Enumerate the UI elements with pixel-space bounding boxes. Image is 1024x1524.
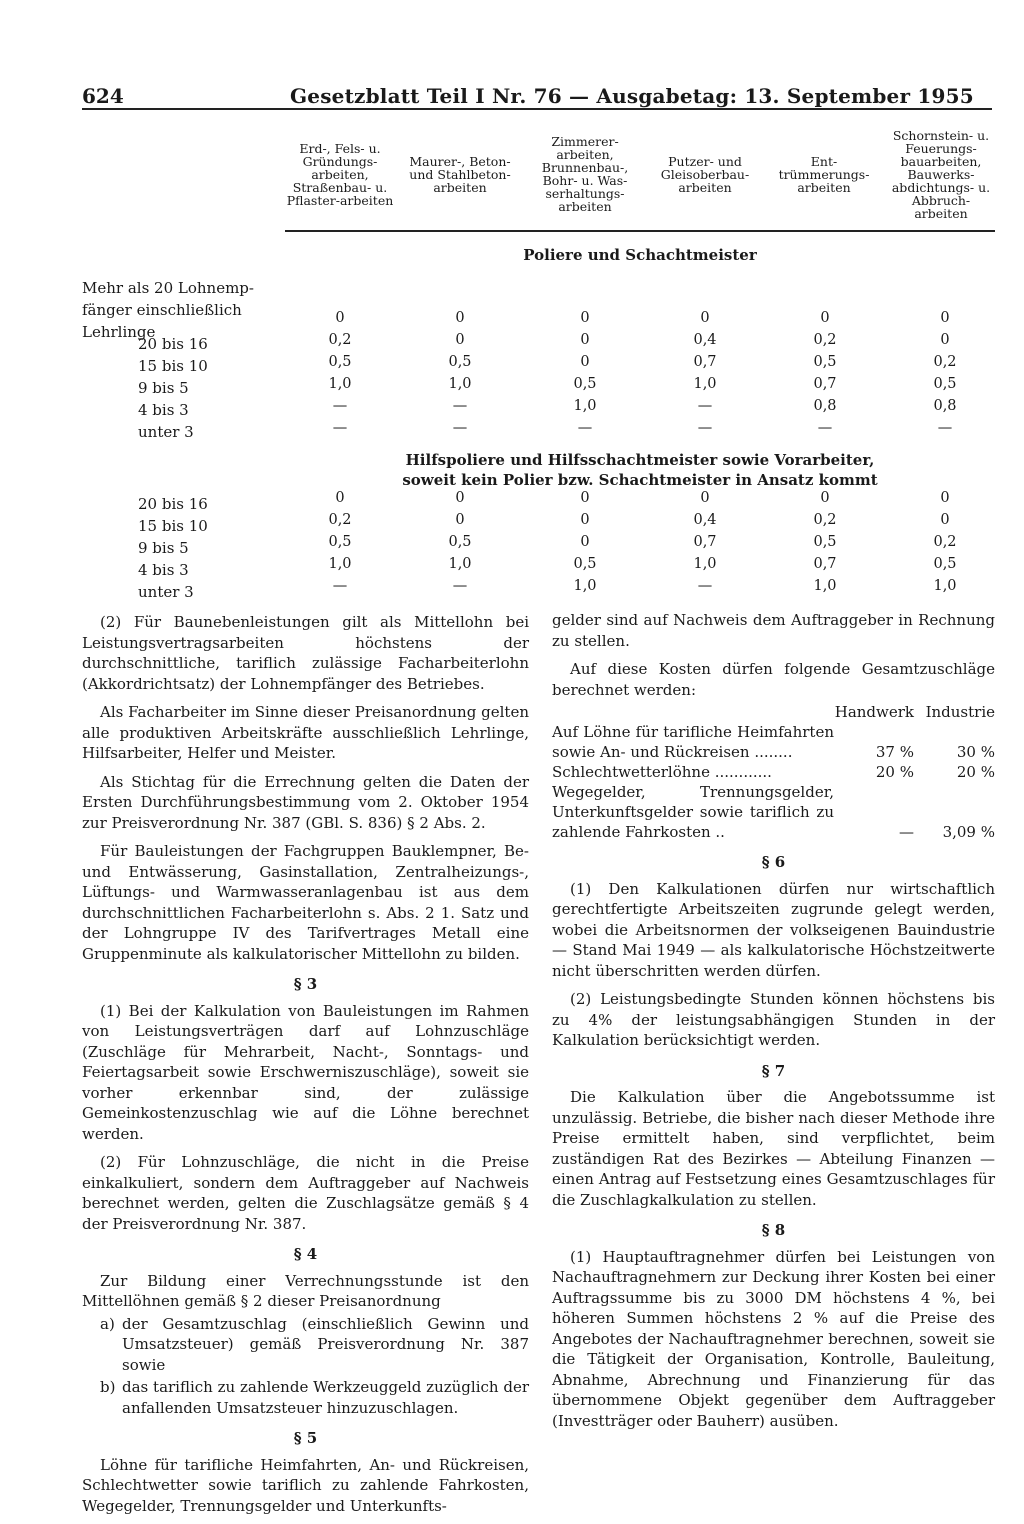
surcharge-industrie: 30 % — [956, 743, 995, 761]
table-cell: 0 — [580, 490, 590, 506]
table-cell: 1,0 — [933, 578, 957, 594]
table-cell: 1,0 — [693, 556, 717, 572]
column-header-earthworks: Erd-, Fels- u. Gründungs-arbeiten, Straßenbau- u. Pflaster-arbeiten — [286, 140, 394, 208]
table-cell: 0 — [335, 310, 345, 326]
gazette-title: Gesetzblatt Teil I Nr. 76 — Ausgabetag: 13. September 1955 — [290, 84, 974, 108]
table-cell: 0 — [820, 310, 830, 326]
surcharge-label: Wegegelder, Trennungsgelder, Unterkunftsgelder sowie tariflich zu zahlende Fahrkosten .. — [552, 783, 834, 841]
list-item — [82, 1377, 529, 1418]
column-header-rubble-clearance: Ent-trümmerungs-arbeiten — [778, 153, 870, 195]
surcharge-row — [552, 782, 995, 842]
table-cell: 0,5 — [448, 534, 472, 550]
table-cell: 0 — [940, 490, 950, 506]
row-label: 15 bis 10 — [138, 357, 208, 375]
column-header-plastering: Putzer- und Gleisoberbau-arbeiten — [660, 153, 750, 195]
table-cell: 0,8 — [933, 398, 957, 414]
surcharge-industrie: 3,09 % — [942, 823, 995, 841]
paragraph: gelder sind auf Nachweis dem Auftraggeber in Rechnung zu stellen. — [552, 611, 995, 650]
row-label: 9 bis 5 — [138, 379, 189, 397]
table-cell: 0 — [700, 490, 710, 506]
table-cell: 0 — [455, 512, 465, 528]
row-label: 20 bis 16 — [138, 495, 208, 513]
table-cell: 0 — [820, 490, 830, 506]
table-cell: 1,0 — [693, 376, 717, 392]
row-label: 15 bis 10 — [138, 517, 208, 535]
surcharge-industrie: 20 % — [956, 763, 995, 781]
table-cell: 1,0 — [328, 376, 352, 392]
surcharge-label: Auf Löhne für tarifliche Heimfahrten sowie An- und Rückreisen ........ — [552, 723, 834, 761]
surcharge-header-row — [552, 702, 995, 722]
paragraph: Löhne für tarifliche Heimfahrten, An- und Rückreisen, Schlechtwetter sowie tariflich zu zahlende Fahrkosten, Wegegelder, Trennungsgelder und Unterkunfts- — [82, 1455, 529, 1515]
surcharge-handwerk: 37 % — [875, 743, 914, 761]
section2-title-line1: Hilfspoliere und Hilfsschachtmeister sowie Vorarbeiter, — [405, 451, 875, 469]
paragraph: (2) Leistungsbedingte Stunden können höchstens bis zu 4% der leistungsabhängigen Stunden in der Kalkulation berücksichtigt werden. — [552, 990, 995, 1049]
table-cell: 0,7 — [813, 556, 837, 572]
surcharge-row — [552, 722, 995, 762]
table-cell: 0,7 — [813, 376, 837, 392]
paragraph: (1) Bei der Kalkulation von Bauleistungen im Rahmen von Leistungsverträgen darf auf Lohnzuschläge (Zuschläge für Mehrarbeit, Nacht-, Sonntags- und Feiertagsarbeit sowie Erschwerniszuschläge), soweit sie vorher erkennbar sind, der zulässige Gemeinkostenzuschlag wie auf die Löhne berechnet werden. — [82, 1001, 529, 1143]
row-label: 20 bis 16 — [138, 335, 208, 353]
surcharge-handwerk: 20 % — [875, 763, 914, 781]
table-cell: 0 — [940, 512, 950, 528]
table-header-rule — [285, 230, 995, 232]
table-cell: 0,2 — [813, 512, 837, 528]
paragraph: Als Stichtag für die Errechnung gelten die Daten der Ersten Durchführungsbestimmung vom 2. Oktober 1954 zur Preisverordnung Nr. 387 (GBl. S. 836) § 2 Abs. 2. — [82, 772, 529, 832]
table-cell: 1,0 — [328, 556, 352, 572]
table-cell: 0,7 — [693, 354, 717, 370]
paragraph: Für Bauleistungen der Fachgruppen Bauklempner, Be-und Entwässerung, Gasinstallation, Zentralheizungs-, Lüftungs- und Warmwasseranlagenbau ist aus dem durchschnittlichen Facharbeiterlohn s. Abs. 2 1. Satz und der Lohngruppe IV des Tarifvertrages Metall eine Gruppenminute als kalkulatorischer Mittellohn zu bilden. — [82, 842, 529, 963]
table-cell: 1,0 — [573, 398, 597, 414]
table-cell: 0 — [700, 310, 710, 326]
table-cell: 0,2 — [328, 512, 352, 528]
table-cell: 0,4 — [693, 332, 717, 348]
page-number: 624 — [82, 84, 124, 108]
page-header — [82, 84, 992, 110]
table-cell: 0,5 — [813, 354, 837, 370]
row-label: unter 3 — [138, 583, 194, 601]
table-cell: 0,5 — [328, 354, 352, 370]
table-cell: 0,2 — [328, 332, 352, 348]
table-cell: 0,4 — [693, 512, 717, 528]
table-cell: 0 — [455, 490, 465, 506]
section-heading: § 7 — [761, 1061, 786, 1080]
surcharge-handwerk: — — [899, 823, 914, 841]
paragraph: Die Kalkulation über die Angebotssumme ist unzulässig. Betriebe, die bisher nach dieser Methode ihre Preise ermittelt haben, sind verpflichtet, beim zuständigen Rat des Bezirkes — Abteilung Finanzen — einen Antrag auf Festsetzung eines Gesamtzuschlages für die Zuschlagkalkulation zu stellen. — [552, 1088, 995, 1209]
table-cell: — — [332, 420, 348, 436]
paragraph: Auf diese Kosten dürfen folgende Gesamtzuschläge berechnet werden: — [552, 660, 995, 699]
row-label: 9 bis 5 — [138, 539, 189, 557]
table-cell: — — [452, 398, 468, 414]
section-heading: § 8 — [761, 1221, 786, 1239]
section-heading: § 5 — [293, 1429, 318, 1447]
table-cell: 0,2 — [933, 354, 957, 370]
list-marker: b) — [100, 1378, 116, 1396]
paragraph: Zur Bildung einer Verrechnungsstunde ist den Mittellöhnen gemäß § 2 dieser Preisanordnung — [82, 1271, 529, 1310]
row-label: 4 bis 3 — [138, 561, 189, 579]
table-cell: 0,5 — [573, 376, 597, 392]
right-column — [552, 610, 995, 1439]
table-cell: 0 — [580, 534, 590, 550]
list-item — [82, 1314, 529, 1376]
table-cell: 0 — [335, 490, 345, 506]
table-cell: — — [332, 578, 348, 594]
row-label: 4 bis 3 — [138, 401, 189, 419]
table-cell: 0,5 — [813, 534, 837, 550]
table-cell: 1,0 — [448, 376, 472, 392]
table-cell: 1,0 — [448, 556, 472, 572]
section-heading: § 6 — [761, 853, 786, 871]
section1-title: Poliere und Schachtmeister — [523, 246, 757, 264]
paragraph: (1) Hauptauftragnehmer dürfen bei Leistungen von Nachauftragnehmern zur Deckung ihrer Kosten bei einer Auftragssumme bis zu 3000 DM höchstens 4 %, bei höheren Summen höchstens 2 % auf die Preise des Angebotes der Nachauftragnehmer berechnen, soweit sie die Tätigkeit der Organisation, Kontrolle, Bauleitung, Abnahme, Abrechnung und Finanzierung für das übernommene Objekt gegenüber dem Auftraggeber (Investträger oder Bauherr) ausüben. — [552, 1247, 995, 1430]
table-cell: 1,0 — [573, 578, 597, 594]
row-label: unter 3 — [138, 423, 194, 441]
table-cell: 0,5 — [573, 556, 597, 572]
surcharge-row — [552, 762, 995, 782]
table-cell: 0 — [580, 332, 590, 348]
column-header-carpentry: Zimmerer-arbeiten, Brunnenbau-, Bohr- u. Was-serhaltungs-arbeiten — [541, 134, 629, 214]
section2-title-line2: soweit kein Polier bzw. Schachtmeister in Ansatz kommt — [402, 471, 878, 489]
table-cell: 0,7 — [693, 534, 717, 550]
table-cell: — — [452, 420, 468, 436]
table-cell: 0 — [580, 354, 590, 370]
left-column — [82, 612, 529, 1524]
table-cell: 0 — [940, 332, 950, 348]
paragraph: Als Facharbeiter im Sinne dieser Preisanordnung gelten alle produktiven Arbeitskräfte ausschließlich Lehrlinge, Hilfsarbeiter, Helfer und Meister. — [82, 703, 529, 762]
section-heading: § 4 — [293, 1245, 318, 1263]
table-cell: — — [452, 578, 468, 594]
paragraph: (2) Für Lohnzuschläge, die nicht in die Preise einkalkuliert, sondern dem Auftraggeber auf Nachweis berechnet werden, gelten die Zuschlagsätze gemäß § 4 der Preisverordnung Nr. 387. — [82, 1153, 529, 1233]
row-label: Mehr als 20 Lohnemp-fänger einschließlich Lehrlinge — [82, 279, 254, 341]
table-cell: — — [332, 398, 348, 414]
table-cell: — — [697, 398, 713, 414]
table-cell: 1,0 — [813, 578, 837, 594]
column-header-masonry: Maurer-, Beton- und Stahlbeton-arbeiten — [409, 153, 511, 195]
table-cell: 0,5 — [448, 354, 472, 370]
table-cell: 0 — [455, 332, 465, 348]
table-cell: 0,5 — [328, 534, 352, 550]
table-cell: 0,8 — [813, 398, 837, 414]
table-cell: 0 — [455, 310, 465, 326]
header-handwerk: Handwerk — [834, 703, 914, 721]
list-marker: a) — [100, 1314, 115, 1333]
table-cell: — — [577, 420, 593, 436]
paragraph: (2) Für Baunebenleistungen gilt als Mittellohn bei Leistungsvertragsarbeiten höchstens der durchschnittliche, tariflich zulässige Facharbeiterlohn (Akkordrichtsatz) der Lohnempfänger des Betriebes. — [82, 613, 529, 693]
table-cell: 0 — [940, 310, 950, 326]
table-cell: 0,2 — [933, 534, 957, 550]
surcharge-table — [552, 702, 995, 842]
table-cell: 0,2 — [813, 332, 837, 348]
table-cell: 0 — [580, 310, 590, 326]
table-cell: — — [817, 420, 833, 436]
table-cell: — — [697, 420, 713, 436]
table-cell: 0 — [580, 512, 590, 528]
section-heading: § 3 — [293, 975, 318, 993]
list-text: das tariflich zu zahlende Werkzeuggeld zuzüglich der anfallenden Umsatzsteuer hinzuzuschlagen. — [122, 1378, 529, 1417]
table-cell: 0,5 — [933, 376, 957, 392]
list-text: der Gesamtzuschlag (einschließlich Gewinn und Umsatzsteuer) gemäß Preisverordnung Nr. 387 sowie — [122, 1314, 529, 1374]
header-industrie: Industrie — [925, 703, 995, 721]
table-cell: — — [697, 578, 713, 594]
table-cell: 0,5 — [933, 556, 957, 572]
table-cell: — — [937, 420, 953, 436]
surcharge-label: Schlechtwetterlöhne ............ — [552, 763, 772, 781]
column-header-chimney: Schornstein- u. Feuerungs-bauarbeiten, Bauwerks-abdichtungs- u. Abbruch-arbeiten — [891, 127, 991, 221]
paragraph: (1) Den Kalkulationen dürfen nur wirtschaftlich gerechtfertigte Arbeitszeiten zugrunde gelegt werden, wobei die Arbeitsnormen der volkseigenen Bauindustrie — Stand Mai 1949 — als kalkulatorische Höchstzeitwerte nicht überschritten werden dürfen. — [552, 879, 995, 980]
header-rule — [82, 108, 992, 110]
